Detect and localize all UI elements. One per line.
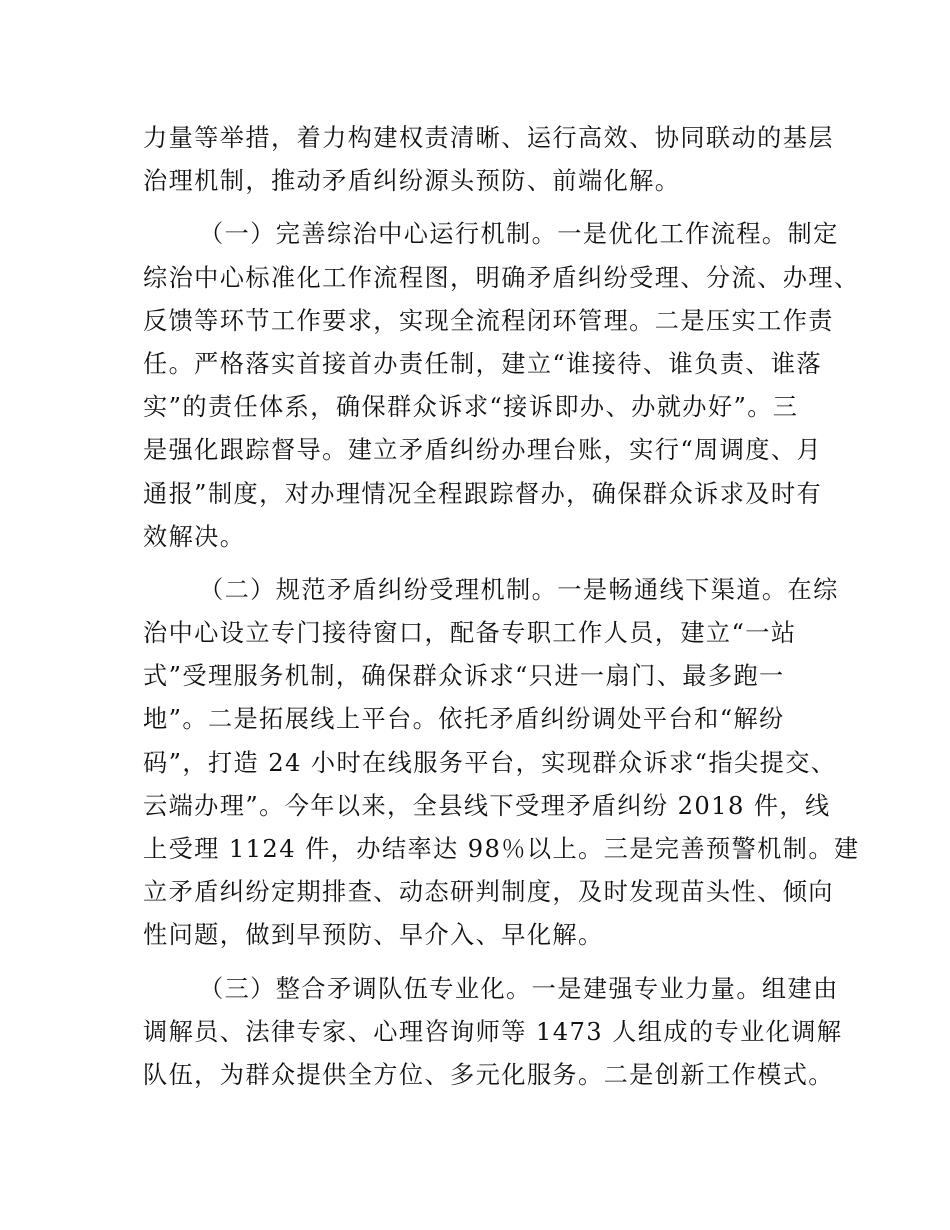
- text-line: 实”的责任体系，确保群众诉求“接诉即办、办就办好”。三: [143, 393, 799, 422]
- text-line: 效解决。: [143, 522, 246, 551]
- paragraph-section-2: [143, 569, 860, 958]
- paragraph-continuation: [143, 117, 834, 203]
- text-line: 式”受理服务机制，确保群众诉求“只进一扇门、最多跑一: [143, 662, 785, 691]
- paragraph-section-1: [143, 213, 860, 559]
- text-line: 上受理 1124 件，办结率达 98％以上。三是完善预警机制。建: [143, 835, 860, 863]
- text-line: 立矛盾纠纷定期排查、动态研判制度，及时发现苗头性、倾向: [143, 878, 834, 907]
- text-line: 治理机制，推动矛盾纠纷源头预防、前端化解。: [143, 167, 681, 196]
- text-line: 地”。二是拓展线上平台。依托矛盾纠纷调处平台和“解纷: [143, 705, 785, 734]
- text-line: （二）规范矛盾纠纷受理机制。一是畅通线下渠道。在综: [199, 575, 839, 604]
- text-line: 是强化跟踪督导。建立矛盾纠纷办理台账，实行“周调度、月: [143, 436, 823, 465]
- text-line: 通报”制度，对办理情况全程跟踪督办，确保群众诉求及时有: [143, 479, 823, 508]
- text-line: 力量等举措，着力构建权责清晰、运行高效、协同联动的基层: [143, 124, 834, 152]
- text-line: 任。严格落实首接首办责任制，建立“谁接待、谁负责、谁落: [143, 349, 823, 378]
- text-line: 队伍，为群众提供全方位、多元化服务。二是创新工作模式。: [143, 1060, 834, 1089]
- text-line: 云端办理”。今年以来，全县线下受理矛盾纠纷 2018 件，线: [143, 791, 831, 820]
- text-line: 综治中心标准化工作流程图，明确矛盾纠纷受理、分流、办理、: [143, 263, 860, 292]
- text-line: （三）整合矛调队伍专业化。一是建强专业力量。组建由: [199, 974, 839, 1003]
- text-line: 治中心设立专门接待窗口，配备专职工作人员，建立“一站: [143, 619, 797, 648]
- text-line: 调解员、法律专家、心理咨询师等 1473 人组成的专业化调解: [143, 1017, 843, 1046]
- paragraph-section-3: [143, 968, 843, 1098]
- text-line: （一）完善综治中心运行机制。一是优化工作流程。制定: [199, 220, 839, 249]
- text-line: 性问题，做到早预防、早介入、早化解。: [143, 921, 604, 950]
- document-body: [143, 117, 860, 1097]
- text-line: 反馈等环节工作要求，实现全流程闭环管理。二是压实工作责: [143, 306, 834, 335]
- text-line: 码”，打造 24 小时在线服务平台，实现群众诉求“指尖提交、: [143, 748, 837, 777]
